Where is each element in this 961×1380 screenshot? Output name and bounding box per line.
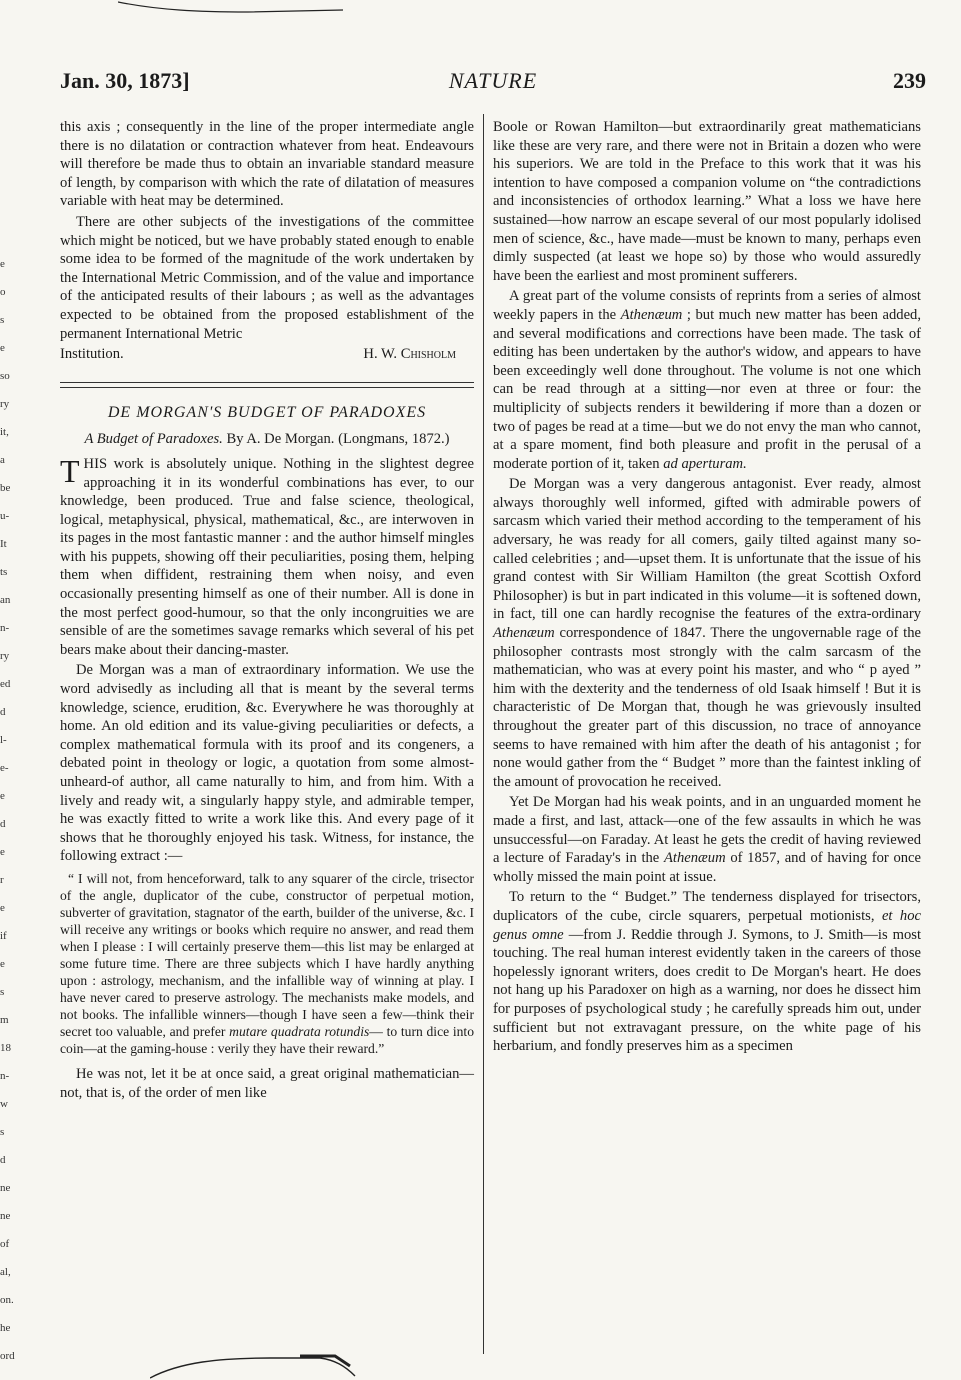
- margin-fragment: ry: [0, 650, 10, 662]
- paragraph: this axis ; consequently in the line of the proper intermediate angle there is no dilatation or contraction whatever from heat. Endeavours will therefore be made thus to obtain an invariable standard measure of length, by comparison with which the rate of dilatation of measures variable with heat may be determined.: [60, 119, 474, 210]
- margin-fragment: e-: [0, 762, 9, 774]
- margin-fragment: m: [0, 1014, 9, 1026]
- margin-fragment: u-: [0, 510, 10, 522]
- margin-fragment: n-: [0, 1070, 10, 1082]
- journal-name: Athenæum: [493, 625, 555, 642]
- margin-fragment: e: [0, 258, 5, 270]
- margin-fragment: a: [0, 454, 5, 466]
- book-details: By A. De Morgan. (Longmans, 1872.): [226, 431, 450, 448]
- margin-fragment: ne: [0, 1182, 11, 1194]
- signature-line: [60, 345, 474, 364]
- margin-fragment: of: [0, 1238, 10, 1250]
- section-divider: [60, 382, 474, 388]
- margin-fragment: al,: [0, 1266, 11, 1278]
- column-divider: [483, 114, 484, 1354]
- block-quote: [60, 870, 474, 1057]
- journal-title: NATURE: [448, 68, 538, 93]
- margin-fragment: s: [0, 1126, 5, 1138]
- article-title: DE MORGAN'S BUDGET OF PARADOXES: [107, 403, 427, 421]
- book-title: A Budget of Paradoxes.: [84, 431, 223, 448]
- margin-fragment: s: [0, 314, 5, 326]
- margin-bleed-text: [0, 250, 14, 1370]
- header-date: Jan. 30, 1873]: [60, 68, 190, 93]
- paragraph: De Morgan was a man of extraordinary information. We use the word advisedly as including all that is meant by the several terms knowledge, science, erudition, &c. Everywhere he was thoroughly at home. An old edition and its value-giving peculiarities or defects, a complex mathematical formula with its proof and its congeners, a debated point in theology or logic, a quotation from some almost-unheard-of author, all came naturally to him, and from him. With a lively and ready wit, a singularly happy style, and admirable temper, he was exactly fitted to write a work like this. And every page of it shows that he thoroughly enjoyed his task. Witness, for instance, the following extract :—: [60, 662, 474, 865]
- journal-name: Athenæum: [664, 850, 726, 867]
- paragraph: [493, 793, 921, 886]
- margin-fragment: on.: [0, 1294, 14, 1306]
- margin-fragment: 18: [0, 1042, 11, 1054]
- margin-fragment: w: [0, 1098, 8, 1110]
- paragraph: There are other subjects of the investigations of the committee which might be noticed, but we have probably stated enough to enable some idea to be formed of the magnitude of the work undertaken by the International Metric Commission, and of the value and importance of the anticipated results of their labours ; as well as the advantages expected to be obtained from the proposed establishment of the permanent International Metric: [60, 213, 474, 342]
- margin-fragment: it,: [0, 426, 9, 438]
- margin-fragment: be: [0, 482, 11, 494]
- paragraph-text: correspondence of 1847. There the ungovernable rage of the philosopher contrasts most strongly with the calm sarcasm of the mathematician, who was at every point his master, and who “ p ayed ” him with the dexterity and the tenderness of old Isaak himself ! But it is characteristic of De Morgan that, though he was grievously insulted throughout the greater part of this discussion, no trace of annoyance seems to have remained with him after the death of his antagonist ; for none would gather from the “ Budget ” more than the faintest inkling of the amount of provocation he received.: [493, 625, 921, 790]
- paragraph-end: Institution.: [60, 346, 124, 363]
- margin-fragment: n-: [0, 622, 10, 634]
- paragraph-text: De Morgan was a very dangerous antagonist. Ever ready, almost always thoroughly well informed, gifted with admirable powers of sarcasm which varied their method according to the temperament of his adversary, he was ready for all comers, gaily tilted against many so-called celebrities ; and—upset them. It is unfortunate that the issue of his grand contest with Sir William Hamilton (the great Scottish Oxford Philosopher) is but in part indicated in this volume—it is softened down, in fact, till one can hardly recognise the features of the extra-ordinary: [493, 476, 921, 623]
- margin-fragment: ne: [0, 1210, 11, 1222]
- paragraph-text: —from J. Reddie through J. Symons, to J. Smith—is most touching. The real human interest evidently taken in the careers of those hopelessly ignorant writers, does credit to De Morgan's heart. He does not hang up his Paradoxer on high as a warning, nor does he dissect him for purposes of psychological study ; he carefully spreads him out, under sufficient but not extravagant pressure, on the white page of his herbarium, and fondly preserves him as a specimen: [493, 926, 922, 1055]
- margin-fragment: ed: [0, 678, 11, 690]
- margin-fragment: ry: [0, 398, 10, 410]
- margin-fragment: s: [0, 986, 5, 998]
- margin-fragment: ts: [0, 566, 8, 578]
- quote-end: — to turn dice into coin—at the gaming-house : verily they have their reward.”: [60, 1023, 474, 1056]
- torn-edge-top: [118, 0, 348, 14]
- margin-fragment: he: [0, 1322, 11, 1334]
- paragraph-text: HIS work is absolutely unique. Nothing in the slightest degree approaching it in its wonderful combinations has ever, to our knowledge, been produced. True and false science, theological, logical, metaphysical, physical, mathematical, &c., are interwoven in its pages in the most fantastic manner : and the author himself mingles with his puppets, showing off their peculiarities, posing them, helping them when diffident, restraining them when noisy, and even occasionally presenting himself as one of their number. All is done in the most perfect good-humour, so that the only incongruities we are sensible of are the sometimes savage remarks which several of his pet bears make about their dancing-master.: [60, 455, 474, 658]
- journal-name: Athenæum: [620, 306, 683, 323]
- paragraph-text: ; but much new matter has been added, and several modifications and corrections have been made. The task of editing has been undertaken by the author's widow, and appears to have been exceedingly well done throughout. The volume is not one which can be read through at a sitting—nor even at three or four: the multiplicity of subjects renders it bewildering if more than a dozen or two of pages be read at a time—but we do not envy the man who cannot, at a spare moment, find both pleasure and profit in the perusal of a moderate portion of it, taken: [493, 306, 921, 472]
- margin-fragment: o: [0, 286, 6, 298]
- margin-fragment: l-: [0, 734, 7, 746]
- page-number: 239: [893, 68, 926, 93]
- margin-fragment: an: [0, 594, 11, 606]
- paragraph: Boole or Rowan Hamilton—but extraordinarily great mathematicians like these are very rare, and there were not in Britain a dozen who were his superiors. We are told in the Preface to this work that it was his intention to have composed a companion volume on “the contradictions and inconsistencies of orthodox learning.” What a loss we have here sustained—how narrow an escape several of our most popularly idolised men of science, &c., have made—must be known to many, perhaps even dimly suspected (at least we hope so) by those who would assuredly have been the earliest and most prominent sufferers.: [493, 119, 921, 284]
- paragraph: [493, 475, 921, 791]
- left-column: [60, 118, 474, 1102]
- quote-latin: mutare quadrata rotundis: [229, 1023, 370, 1039]
- margin-fragment: if: [0, 930, 7, 942]
- book-reference: [60, 430, 474, 449]
- paragraph: [493, 888, 921, 1055]
- paragraph-text: A great part of the volume consists of reprints from a series of almost weekly papers in the: [493, 288, 921, 323]
- margin-fragment: d: [0, 1154, 6, 1166]
- latin-phrase: ad aperturam.: [663, 455, 747, 472]
- paragraph: He was not, let it be at once said, a great original mathematician—not, that is, of the order of men like: [60, 1065, 474, 1101]
- margin-fragment: e: [0, 902, 5, 914]
- margin-fragment: e: [0, 342, 5, 354]
- margin-fragment: e: [0, 846, 5, 858]
- margin-fragment: e: [0, 790, 5, 802]
- paragraph-text: To return to the “ Budget.” The tenderness displayed for trisectors, duplicators of the cube, circle squarers, perpetual motionists,: [493, 889, 921, 924]
- margin-fragment: r: [0, 874, 4, 886]
- author-signature: H. W. Chisholm: [363, 346, 456, 363]
- margin-fragment: e: [0, 958, 5, 970]
- margin-fragment: It: [0, 538, 7, 550]
- paragraph-text: of 1857, and of having for once wholly missed the main point at issue.: [493, 850, 921, 885]
- quote-body: “ I will not, from henceforward, talk to any squarer of the circle, trisector of the angle, duplicator of the cube, constructor of perpetual motion, subverter of gravitation, stagnator of the earth, builder of the universe, &c. I will receive any writings or books which require no answer, and read them when I please : I will certainly preserve them—this list may be enlarged at some future time. There are three subjects which I have hardly anything upon : astrology, mechanism, and the infallible way of winning at play. I have never cared to preserve astrology. The mechanists make models, and not books. The infallible winners—though I have seen a few—think their secret too valuable, and prefer: [60, 870, 474, 1039]
- latin-phrase: et hoc genus omne: [493, 907, 921, 943]
- paragraph: [60, 452, 474, 660]
- margin-fragment: ord: [0, 1350, 15, 1362]
- margin-fragment: so: [0, 370, 10, 382]
- quote-text: [60, 870, 474, 1057]
- paragraph: [493, 287, 921, 473]
- margin-fragment: d: [0, 706, 6, 718]
- margin-fragment: d: [0, 818, 6, 830]
- page-header: [60, 68, 926, 102]
- drop-cap: T: [60, 452, 80, 489]
- right-column: [493, 118, 921, 1056]
- torn-edge-bottom: [150, 1352, 370, 1380]
- paragraph-text: Yet De Morgan had his weak points, and in an unguarded moment he made a first, and last, attack—one of the few assaults in which he was unsuccessful—on Faraday. At least he gets the credit of having reviewed a lecture of Faraday's in the: [493, 794, 921, 867]
